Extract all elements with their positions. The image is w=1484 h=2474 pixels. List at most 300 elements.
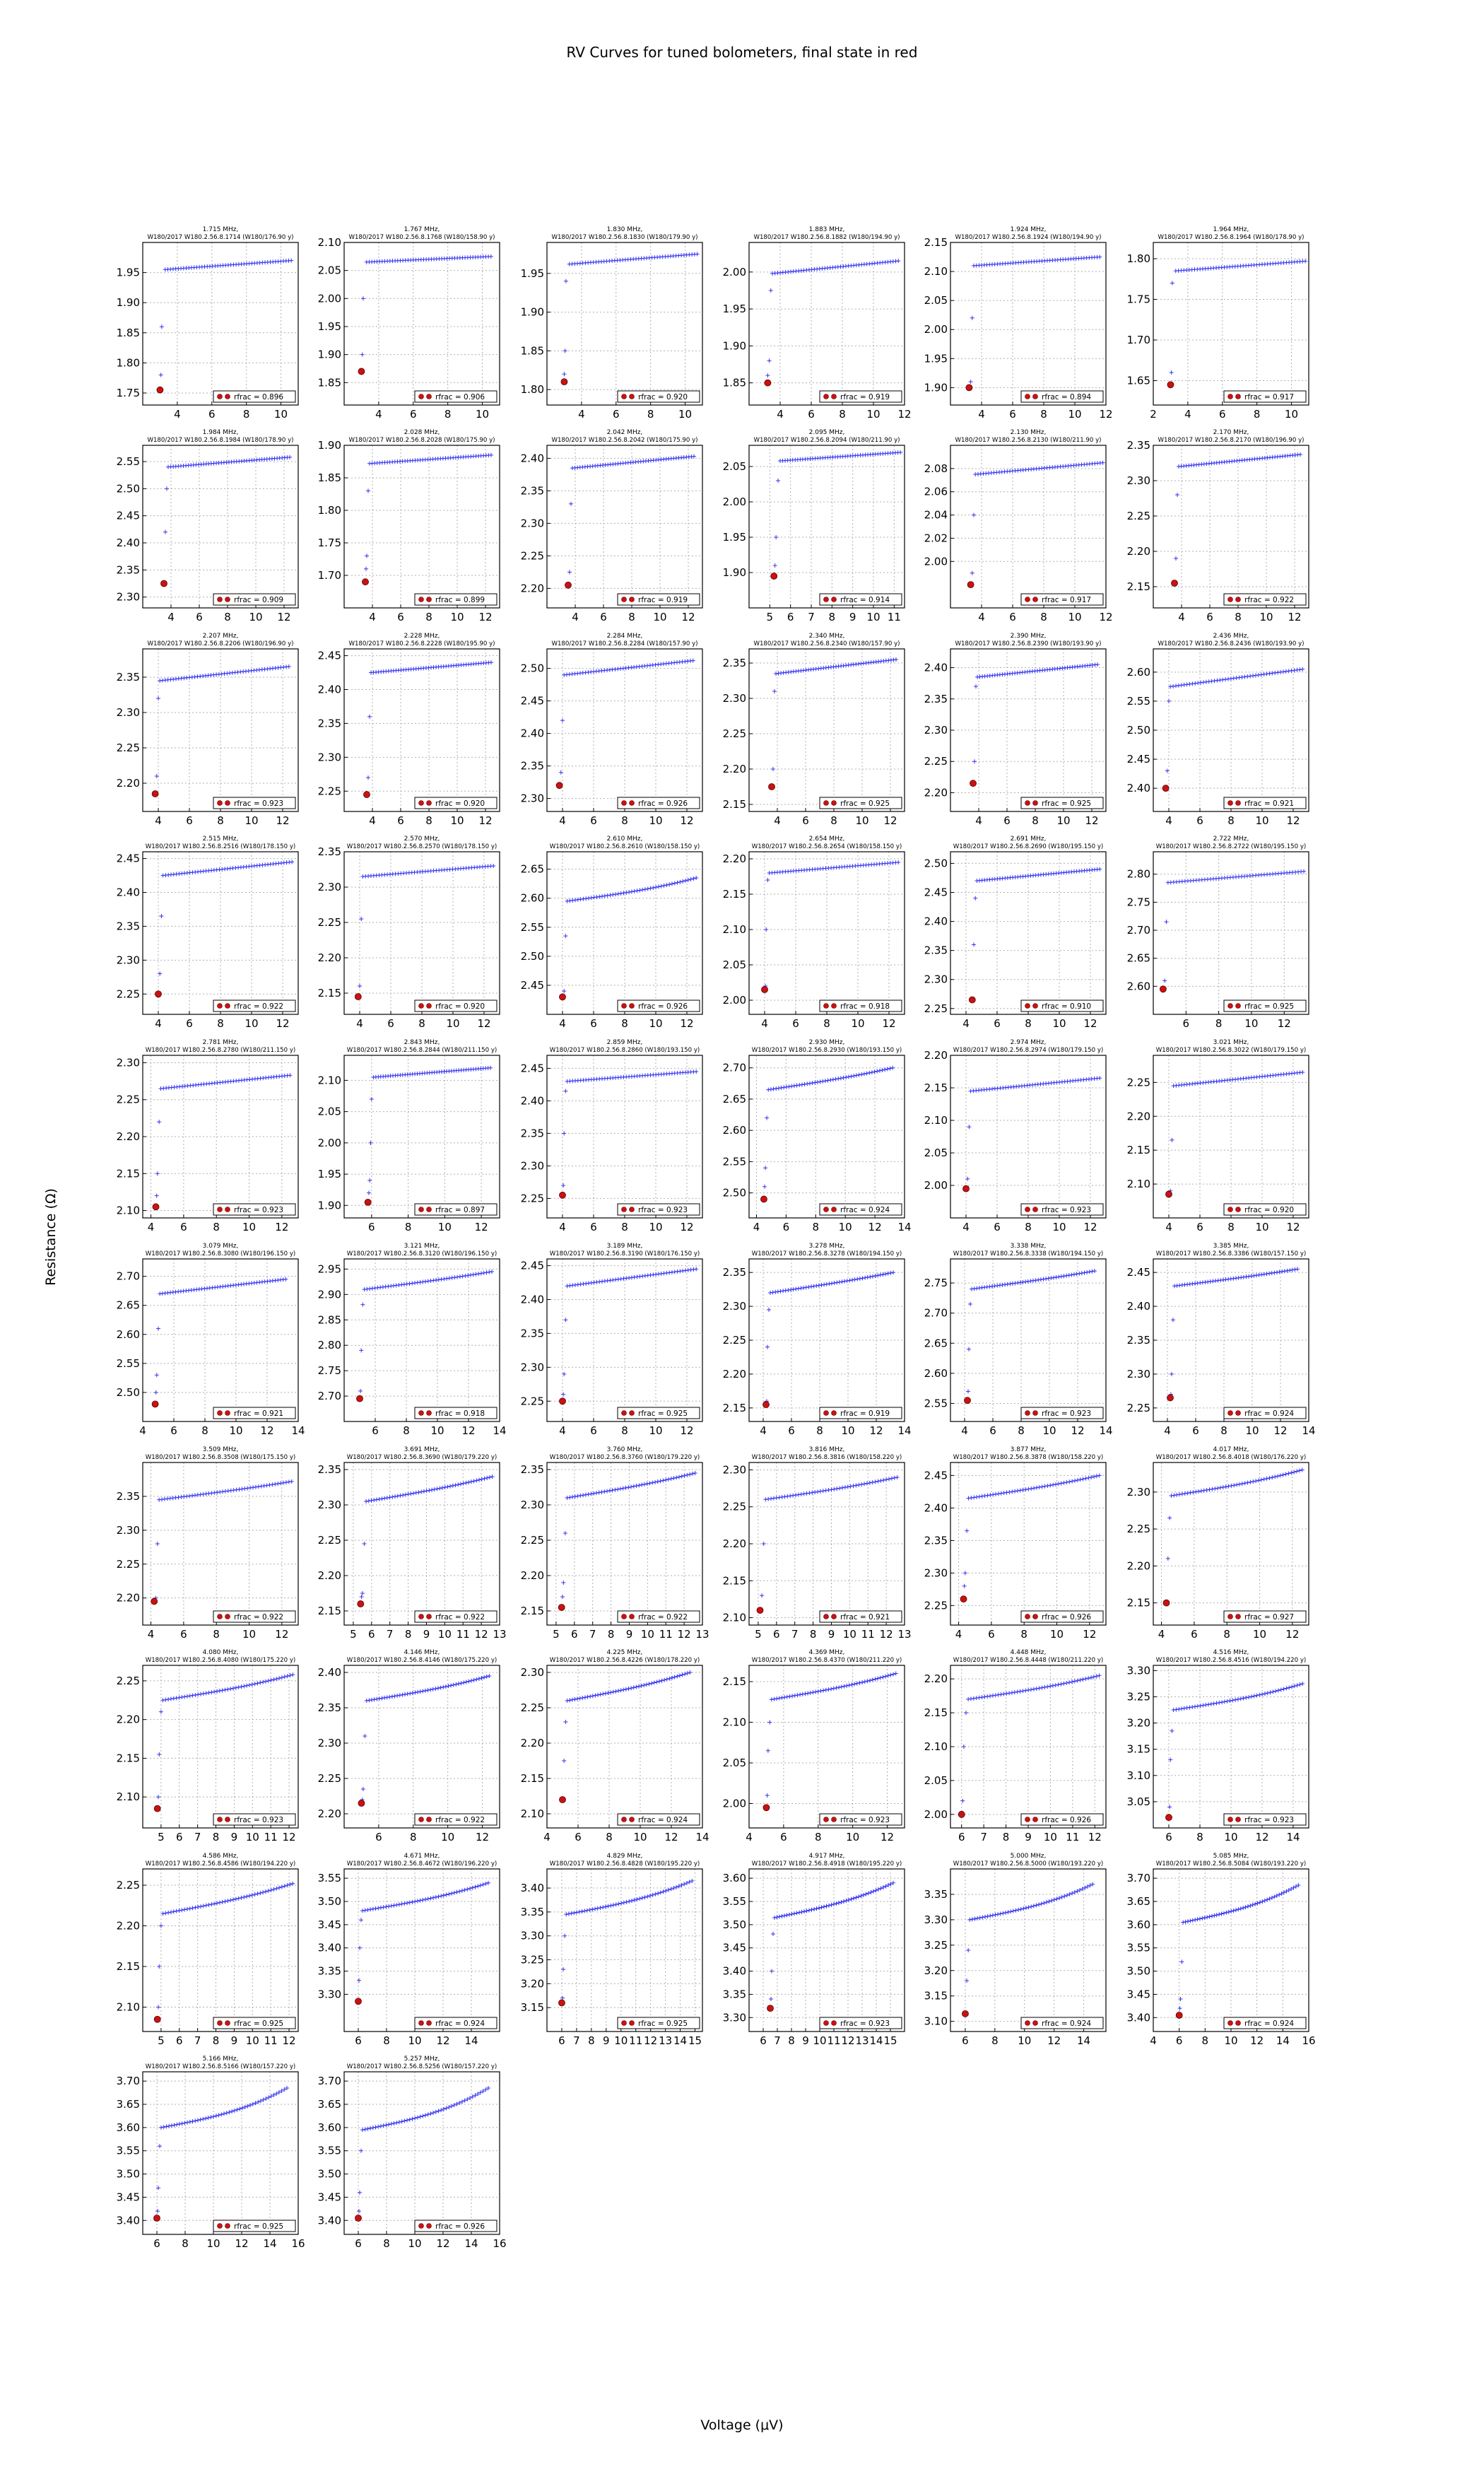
subplot-subtitle: W180/2017 W180.2.56.8.1984 (W180/178.90 y) (147, 437, 294, 444)
subplot-title: 2.042 MHz, (606, 429, 643, 436)
subplot-title: 2.340 MHz, (808, 633, 845, 640)
final-state-point (363, 579, 369, 585)
y-tick-label: 2.00 (317, 292, 341, 305)
y-tick-label: 2.30 (116, 954, 140, 967)
y-tick-label: 2.70 (1126, 924, 1150, 937)
subplot-subtitle: W180/2017 W180.2.56.8.2284 (W180/157.90 y) (551, 640, 698, 647)
legend-marker (1033, 1207, 1038, 1212)
legend-marker (218, 597, 223, 602)
legend-marker (218, 1411, 223, 1416)
final-state-point (969, 997, 975, 1003)
subplot-subtitle: W180/2017 W180.2.56.8.2436 (W180/193.90 y) (1158, 640, 1305, 647)
x-tick-label: 12 (1083, 1221, 1097, 1233)
legend-marker (1025, 394, 1030, 399)
y-tick-label: 2.30 (116, 590, 140, 604)
x-tick-label: 10 (1255, 814, 1269, 827)
y-tick-label: 2.25 (317, 916, 341, 929)
subplot (1127, 633, 1309, 827)
x-tick-label: 6 (1009, 611, 1016, 623)
x-tick-label: 10 (866, 611, 881, 623)
subplot-title: 2.610 MHz, (606, 836, 643, 843)
legend-label: rfrac = 0.923 (234, 1206, 284, 1214)
x-tick-label: 12 (1277, 1017, 1291, 1030)
x-tick-label: 12 (1286, 814, 1300, 827)
y-tick-label: 2.45 (116, 852, 140, 865)
y-tick-label: 2.20 (722, 763, 746, 775)
y-tick-label: 2.35 (722, 1266, 746, 1279)
legend-label: rfrac = 0.921 (1244, 799, 1295, 808)
legend-label: rfrac = 0.925 (840, 799, 890, 808)
y-tick-label: 1.85 (317, 471, 341, 484)
x-tick-label: 10 (1244, 1017, 1259, 1030)
y-tick-label: 2.15 (722, 798, 746, 811)
y-tick-label: 2.65 (924, 1337, 948, 1350)
y-tick-label: 2.35 (520, 484, 544, 498)
y-tick-label: 2.20 (116, 1130, 140, 1143)
x-tick-label: 12 (1099, 408, 1113, 421)
x-tick-label: 10 (1052, 1221, 1066, 1233)
legend-label: rfrac = 0.896 (234, 393, 284, 401)
y-tick-label: 2.20 (520, 582, 544, 595)
y-tick-label: 2.25 (924, 755, 948, 768)
x-tick-label: 10 (242, 1221, 257, 1233)
plot-frame (344, 242, 500, 405)
y-tick-label: 2.20 (924, 786, 948, 799)
subplot-subtitle: W180/2017 W180.2.56.8.2690 (W180/195.150 y) (953, 843, 1104, 850)
final-state-point (364, 792, 370, 798)
legend-marker (824, 1004, 829, 1009)
y-tick-label: 2.15 (924, 1081, 948, 1094)
y-tick-label: 1.90 (924, 381, 948, 394)
x-tick-label: 4 (1184, 408, 1191, 421)
legend-marker (630, 394, 635, 399)
x-tick-label: 6 (788, 1424, 795, 1437)
x-tick-label: 4 (155, 814, 162, 827)
x-tick-label: 6 (180, 1221, 187, 1233)
y-tick-label: 1.95 (520, 266, 544, 280)
y-tick-label: 2.25 (116, 987, 140, 1001)
legend-marker (622, 394, 627, 399)
final-state-point (560, 994, 566, 1000)
x-tick-label: 8 (1235, 611, 1242, 623)
x-tick-label: 12 (474, 1221, 488, 1233)
y-tick-label: 1.95 (722, 303, 746, 316)
y-tick-label: 2.35 (520, 1127, 544, 1140)
y-tick-label: 2.60 (1126, 665, 1150, 679)
x-tick-label: 14 (493, 1424, 507, 1437)
legend-marker (419, 1004, 424, 1009)
final-state-point (153, 1204, 159, 1210)
subplot-subtitle: W180/2017 W180.2.56.8.3022 (W180/179.150 y) (1155, 1047, 1307, 1054)
legend-marker (1228, 801, 1233, 806)
x-tick-label: 6 (590, 1017, 597, 1030)
x-tick-label: 4 (147, 1221, 155, 1233)
final-state-point (763, 1402, 770, 1408)
y-tick-label: 1.95 (924, 352, 948, 365)
legend-label: rfrac = 0.918 (840, 1002, 890, 1011)
subplot-subtitle: W180/2017 W180.2.56.8.2722 (W180/195.150 y) (1155, 843, 1307, 850)
subplot-title: 2.781 MHz, (202, 1039, 239, 1046)
x-tick-label: 12 (276, 814, 290, 827)
legend-label: rfrac = 0.920 (1244, 1206, 1295, 1214)
y-tick-label: 2.55 (116, 1356, 140, 1370)
y-tick-label: 2.25 (722, 1334, 746, 1347)
x-tick-label: 8 (217, 1017, 224, 1030)
x-tick-label: 6 (590, 1424, 597, 1437)
y-tick-label: 2.08 (924, 462, 948, 475)
subplot (521, 1039, 702, 1233)
final-state-point (963, 1185, 970, 1192)
x-axis-label: Voltage (μV) (700, 2417, 784, 2433)
y-tick-label: 2.05 (722, 958, 746, 971)
x-tick-label: 4 (760, 1424, 767, 1437)
final-state-point (157, 387, 163, 393)
legend-marker (419, 597, 424, 602)
x-tick-label: 11 (887, 611, 901, 623)
y-tick-label: 1.75 (1126, 293, 1150, 306)
x-tick-label: 12 (882, 1017, 896, 1030)
y-tick-label: 2.25 (520, 1192, 544, 1205)
legend-marker (225, 1004, 230, 1009)
y-tick-label: 1.95 (116, 266, 140, 279)
x-tick-label: 10 (649, 1221, 663, 1233)
x-tick-label: 10 (446, 1017, 460, 1030)
legend-marker (218, 801, 223, 806)
legend-marker (630, 1004, 635, 1009)
legend-label: rfrac = 0.909 (234, 596, 284, 604)
x-tick-label: 14 (291, 1424, 305, 1437)
legend-marker (1025, 597, 1030, 602)
legend-marker (1033, 597, 1038, 602)
subplot-subtitle: W180/2017 W180.2.56.8.3338 (W180/194.150 y) (953, 1250, 1104, 1257)
y-tick-label: 2.50 (520, 949, 544, 963)
legend-marker (1236, 1207, 1241, 1212)
x-tick-label: 4 (559, 1424, 566, 1437)
y-tick-label: 1.80 (520, 383, 544, 397)
y-tick-label: 2.55 (116, 455, 140, 468)
x-tick-label: 12 (478, 814, 493, 827)
legend-label: rfrac = 0.921 (234, 1409, 284, 1418)
x-tick-label: 8 (1018, 1424, 1025, 1437)
legend-label: rfrac = 0.917 (1042, 596, 1092, 604)
legend-label: rfrac = 0.919 (840, 393, 890, 401)
x-tick-label: 12 (461, 1424, 476, 1437)
x-tick-label: 10 (450, 814, 464, 827)
y-tick-label: 1.85 (722, 376, 746, 389)
y-tick-label: 2.30 (116, 706, 140, 719)
legend-marker (225, 801, 230, 806)
y-tick-label: 2.02 (924, 532, 948, 545)
subplot (723, 836, 905, 1030)
x-tick-label: 10 (855, 814, 869, 827)
y-tick-label: 2.50 (924, 857, 948, 870)
subplot-subtitle: W180/2017 W180.2.56.8.2170 (W180/196.90 y) (1158, 437, 1305, 444)
y-tick-label: 2.90 (317, 1288, 341, 1301)
x-tick-label: 8 (213, 1221, 220, 1233)
y-tick-label: 1.85 (317, 376, 341, 389)
y-tick-label: 2.35 (1126, 1334, 1150, 1347)
subplot (117, 1039, 298, 1233)
subplot (117, 226, 298, 421)
x-tick-label: 8 (621, 1221, 628, 1233)
y-tick-label: 2.35 (520, 1327, 544, 1340)
legend-label: rfrac = 0.924 (840, 1206, 890, 1214)
x-tick-label: 6 (1219, 408, 1226, 421)
final-state-point (1162, 785, 1169, 792)
y-tick-label: 2.10 (722, 923, 746, 936)
legend-marker (1033, 394, 1038, 399)
y-tick-label: 2.45 (520, 978, 544, 992)
legend-marker (832, 1004, 837, 1009)
subplot-subtitle: W180/2017 W180.2.56.8.2860 (W180/193.150 y) (549, 1047, 700, 1054)
legend-label: rfrac = 0.922 (234, 1002, 284, 1011)
y-tick-label: 2.70 (924, 1306, 948, 1320)
x-tick-label: 4 (774, 814, 781, 827)
subplot (521, 836, 702, 1030)
x-tick-label: 6 (782, 1221, 790, 1233)
y-tick-label: 2.50 (722, 1186, 746, 1200)
y-tick-label: 2.40 (1126, 782, 1150, 795)
legend-marker (824, 1207, 829, 1212)
x-tick-label: 6 (989, 1424, 996, 1437)
x-tick-label: 6 (802, 814, 809, 827)
y-tick-label: 1.80 (317, 504, 341, 517)
x-tick-label: 10 (649, 814, 663, 827)
legend-marker (427, 1004, 432, 1009)
subplot-title: 1.715 MHz, (202, 226, 239, 233)
legend-label: rfrac = 0.925 (1244, 1002, 1295, 1011)
y-tick-label: 2.15 (116, 1167, 140, 1180)
y-tick-label: 1.90 (722, 566, 746, 579)
x-tick-label: 10 (851, 1017, 865, 1030)
subplot (521, 226, 702, 421)
subplot-title: 3.338 MHz, (1010, 1243, 1047, 1250)
y-tick-label: 2.30 (520, 517, 544, 530)
x-tick-label: 8 (217, 814, 224, 827)
x-tick-label: 10 (229, 1424, 243, 1437)
x-tick-label: 8 (1025, 1221, 1032, 1233)
x-tick-label: 10 (838, 1221, 852, 1233)
y-tick-label: 2.55 (1126, 694, 1150, 708)
x-tick-label: 10 (274, 408, 288, 421)
y-tick-label: 2.55 (924, 1397, 948, 1410)
x-tick-label: 10 (437, 1221, 452, 1233)
subplot-title: 2.691 MHz, (1010, 836, 1047, 843)
legend-marker (824, 597, 829, 602)
x-tick-label: 12 (1083, 1017, 1097, 1030)
x-tick-label: 6 (170, 1424, 177, 1437)
x-tick-label: 12 (275, 1221, 289, 1233)
subplot-subtitle: W180/2017 W180.2.56.8.2340 (W180/157.90 y) (753, 640, 900, 647)
y-tick-label: 1.75 (116, 386, 140, 399)
final-state-point (365, 1199, 371, 1205)
subplot-title: 1.767 MHz, (404, 226, 440, 233)
final-state-point (965, 1397, 971, 1404)
x-tick-label: 12 (680, 814, 694, 827)
x-tick-label: 8 (1025, 1017, 1032, 1030)
subplot-title: 3.021 MHz, (1213, 1039, 1249, 1046)
subplot-subtitle: W180/2017 W180.2.56.8.2974 (W180/179.150 y) (953, 1047, 1104, 1054)
subplot (318, 1243, 507, 1437)
y-tick-label: 2.06 (924, 485, 948, 498)
x-tick-label: 8 (1253, 408, 1261, 421)
final-state-point (966, 385, 972, 391)
x-tick-label: 12 (681, 611, 695, 623)
y-tick-label: 2.50 (116, 1385, 140, 1399)
x-tick-label: 4 (174, 408, 181, 421)
subplot-subtitle: W180/2017 W180.2.56.8.3120 (W180/196.150 y) (346, 1250, 497, 1257)
y-tick-label: 2.05 (317, 1105, 341, 1118)
y-tick-label: 2.00 (317, 1136, 341, 1149)
subplot-title: 3.278 MHz, (808, 1243, 845, 1250)
subplot-subtitle: W180/2017 W180.2.56.8.3278 (W180/194.150 y) (751, 1250, 902, 1257)
y-tick-label: 1.70 (317, 569, 341, 582)
subplot-title: 2.228 MHz, (404, 633, 440, 640)
subplot (117, 836, 298, 1030)
subplot-title: 2.974 MHz, (1010, 1039, 1047, 1046)
y-tick-label: 1.90 (317, 439, 341, 452)
x-tick-label: 4 (572, 611, 579, 623)
subplot (521, 633, 702, 827)
x-tick-label: 8 (418, 1017, 425, 1030)
x-tick-label: 6 (1196, 1221, 1203, 1233)
subplot (318, 429, 500, 623)
y-tick-label: 2.60 (520, 891, 544, 905)
x-tick-label: 8 (621, 814, 628, 827)
legend-marker (225, 597, 230, 602)
y-tick-label: 2.00 (722, 994, 746, 1007)
y-tick-label: 2.35 (1126, 439, 1150, 452)
subplot-title: 2.859 MHz, (606, 1039, 643, 1046)
final-state-point (560, 1192, 566, 1198)
y-tick-label: 2.45 (520, 694, 544, 708)
x-tick-label: 10 (1068, 408, 1082, 421)
y-tick-label: 2.45 (317, 649, 341, 662)
x-tick-label: 10 (678, 408, 693, 421)
y-tick-label: 2.25 (116, 1093, 140, 1106)
subplot-title: 1.964 MHz, (1213, 226, 1249, 233)
legend-marker (218, 394, 223, 399)
y-tick-label: 2.00 (722, 496, 746, 508)
x-tick-label: 12 (1288, 611, 1302, 623)
y-tick-label: 2.30 (924, 973, 948, 986)
y-tick-label: 2.45 (116, 509, 140, 522)
y-tick-label: 1.95 (317, 1168, 341, 1181)
x-tick-label: 12 (1071, 1424, 1085, 1437)
y-tick-label: 2.25 (520, 1395, 544, 1408)
subplot-title: 2.654 MHz, (808, 836, 845, 843)
x-tick-label: 4 (961, 1424, 968, 1437)
y-tick-label: 2.20 (722, 1367, 746, 1380)
subplot (723, 429, 905, 623)
subplot-title: 1.924 MHz, (1010, 226, 1047, 233)
y-axis-label: Resistance (Ω) (43, 1188, 59, 1286)
y-tick-label: 2.40 (116, 886, 140, 899)
y-tick-label: 2.25 (520, 549, 544, 563)
y-tick-label: 2.40 (317, 683, 341, 696)
plot-frame (344, 649, 500, 811)
x-tick-label: 6 (372, 1424, 379, 1437)
y-tick-label: 1.75 (317, 537, 341, 549)
legend-label: rfrac = 0.923 (1042, 1206, 1092, 1214)
y-tick-label: 2.40 (924, 661, 948, 674)
legend-marker (1236, 394, 1241, 399)
subplot-subtitle: W180/2017 W180.2.56.8.2516 (W180/178.150 y) (145, 843, 296, 850)
final-state-point (1160, 986, 1166, 992)
x-tick-label: 8 (816, 1424, 823, 1437)
subplot-subtitle: W180/2017 W180.2.56.8.3386 (W180/157.150 y) (1155, 1250, 1307, 1257)
x-tick-label: 8 (621, 1424, 628, 1437)
legend-marker (1236, 597, 1241, 602)
y-tick-label: 2.10 (116, 1204, 140, 1217)
y-tick-label: 2.20 (116, 777, 140, 790)
subplot-subtitle: W180/2017 W180.2.56.8.2570 (W180/178.150 y) (346, 843, 497, 850)
x-tick-label: 12 (680, 1017, 694, 1030)
y-tick-label: 2.30 (317, 881, 341, 893)
plot-frame (143, 1259, 298, 1421)
figure-title: RV Curves for tuned bolometers, final state in red (566, 44, 918, 61)
legend-marker (630, 1411, 635, 1416)
x-tick-label: 6 (397, 814, 404, 827)
legend-marker (622, 801, 627, 806)
subplot (924, 226, 1113, 421)
legend-marker (1228, 1207, 1233, 1212)
legend-marker (225, 1207, 230, 1212)
legend-marker (630, 801, 635, 806)
subplot-subtitle: W180/2017 W180.2.56.8.2610 (W180/158.150 y) (549, 843, 700, 850)
legend-marker (622, 1004, 627, 1009)
final-state-point (355, 994, 361, 1000)
subplot (318, 1039, 500, 1233)
x-tick-label: 6 (196, 611, 203, 623)
y-tick-label: 2.70 (317, 1390, 341, 1403)
y-tick-label: 2.00 (924, 555, 948, 568)
legend-label: rfrac = 0.920 (435, 1002, 485, 1011)
subplot-title: 2.390 MHz, (1010, 633, 1047, 640)
y-tick-label: 2.20 (317, 951, 341, 964)
y-tick-label: 2.65 (1126, 951, 1150, 965)
x-tick-label: 10 (1285, 408, 1299, 421)
legend-marker (427, 1411, 432, 1416)
legend-marker (824, 1411, 829, 1416)
subplot-title: 2.028 MHz, (404, 429, 440, 436)
x-tick-label: 4 (1178, 611, 1185, 623)
y-tick-label: 2.70 (722, 1061, 746, 1074)
y-tick-label: 2.65 (520, 862, 544, 876)
y-tick-label: 2.25 (317, 785, 341, 798)
y-tick-label: 2.95 (317, 1262, 341, 1276)
subplot-title: 2.722 MHz, (1213, 836, 1249, 843)
legend-label: rfrac = 0.920 (435, 799, 485, 808)
legend-marker (419, 394, 424, 399)
y-tick-label: 2.80 (317, 1339, 341, 1352)
final-state-point (769, 784, 775, 790)
subplot (723, 1243, 912, 1437)
y-tick-label: 2.10 (1126, 1178, 1150, 1191)
subplot-subtitle: W180/2017 W180.2.56.8.2028 (W180/175.90 y) (348, 437, 495, 444)
x-tick-label: 10 (649, 1017, 663, 1030)
x-tick-label: 6 (368, 1221, 375, 1233)
plot-frame (749, 445, 905, 608)
final-state-point (561, 379, 567, 385)
x-tick-label: 10 (245, 814, 259, 827)
subplot-title: 2.130 MHz, (1010, 429, 1047, 436)
subplot-title: 2.170 MHz, (1213, 429, 1249, 436)
y-tick-label: 2.80 (1126, 867, 1150, 881)
y-tick-label: 2.25 (1126, 1401, 1150, 1414)
subplot-subtitle: W180/2017 W180.2.56.8.2042 (W180/175.90 y) (551, 437, 698, 444)
subplot-title: 2.207 MHz, (202, 633, 239, 640)
